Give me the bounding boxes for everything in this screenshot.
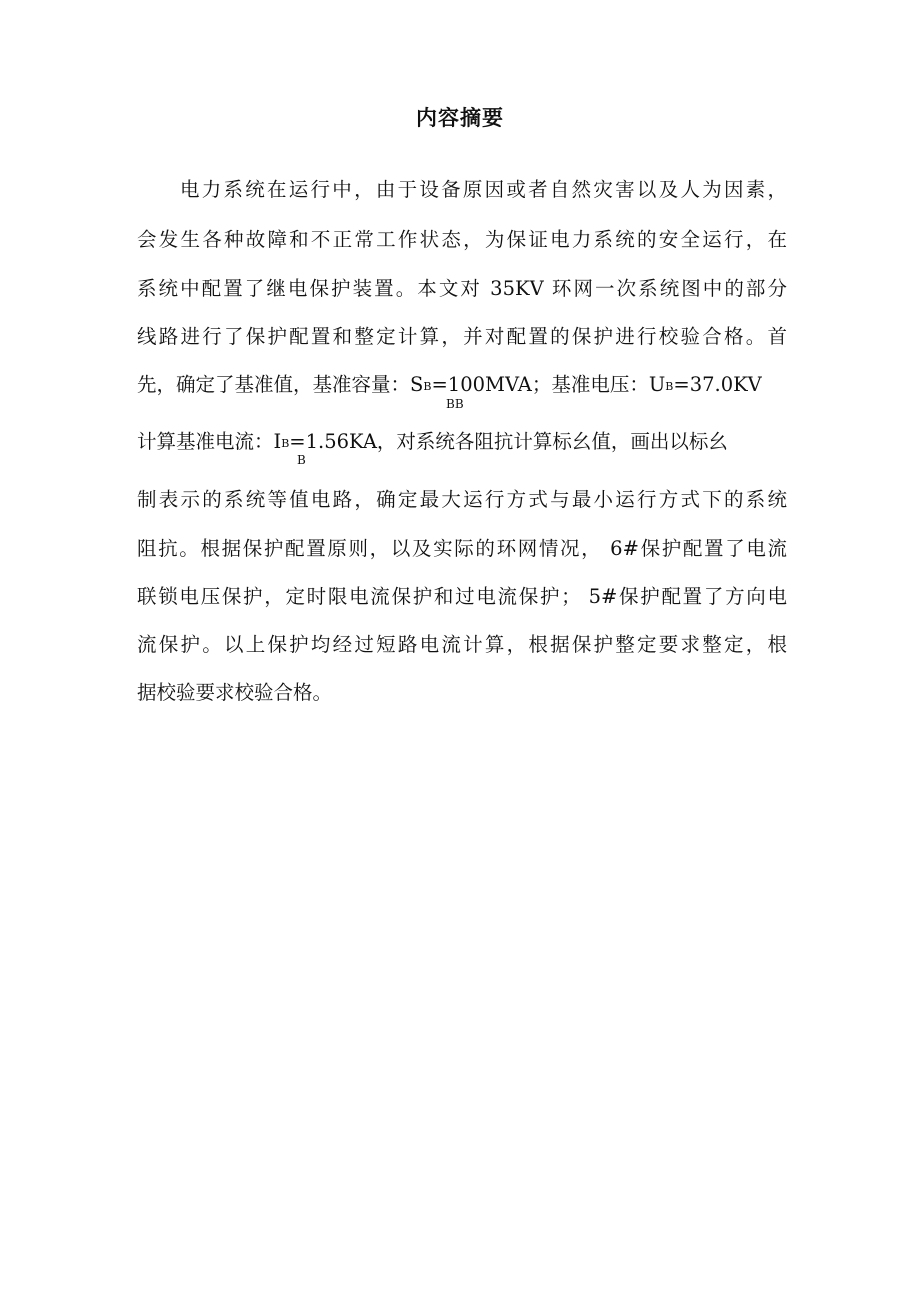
paragraph-line-2: 会发生各种故障和不正常工作状态，为保证电力系统的安全运行，在	[137, 228, 787, 251]
paragraph-line-11: 据校验要求校验合格。	[137, 681, 333, 704]
ib-subscript: B	[281, 437, 290, 450]
document-title: 内容摘要	[416, 106, 504, 130]
line-5-lower-subscript: BB	[446, 397, 464, 411]
base-voltage-value: =37.0KV	[673, 373, 762, 396]
base-current-prefix: 计算基准电流：I	[137, 430, 282, 453]
base-capacity-prefix: 先，确定了基准值，基准容量：S	[137, 373, 424, 396]
paragraph-line-7: 制表示的系统等值电路，确定最大运行方式与最小运行方式下的系统	[137, 488, 787, 511]
ub-subscript: B	[665, 380, 674, 393]
base-current-value: =1.56KA，对系统各阻抗计算标幺值，画出以标幺	[289, 430, 728, 453]
paragraph-line-6	[137, 428, 787, 458]
paragraph-line-9: 联锁电压保护，定时限电流保护和过电流保护； 5#保护配置了方向电	[137, 585, 787, 608]
paragraph-line-4: 线路进行了保护配置和整定计算，并对配置的保护进行校验合格。首	[137, 325, 787, 348]
base-capacity-value: =100MVA；基准电压：U	[431, 373, 666, 396]
paragraph-line-3-text: 系统中配置了继电保护装置。本文对 35KV 环网一次系统图中的部分	[137, 277, 787, 300]
paragraph-line-8: 阻抗。根据保护配置原则，以及实际的环网情况， 6#保护配置了电流	[137, 537, 787, 560]
paragraph-line-1: 电力系统在运行中，由于设备原因或者自然灾害以及人为因素，	[180, 178, 787, 201]
sb-subscript: B	[423, 380, 432, 393]
paragraph-line-10: 流保护。以上保护均经过短路电流计算，根据保护整定要求整定，根	[137, 633, 787, 656]
line-6-lower-subscript: B	[297, 453, 306, 467]
paragraph-line-3	[137, 275, 787, 303]
